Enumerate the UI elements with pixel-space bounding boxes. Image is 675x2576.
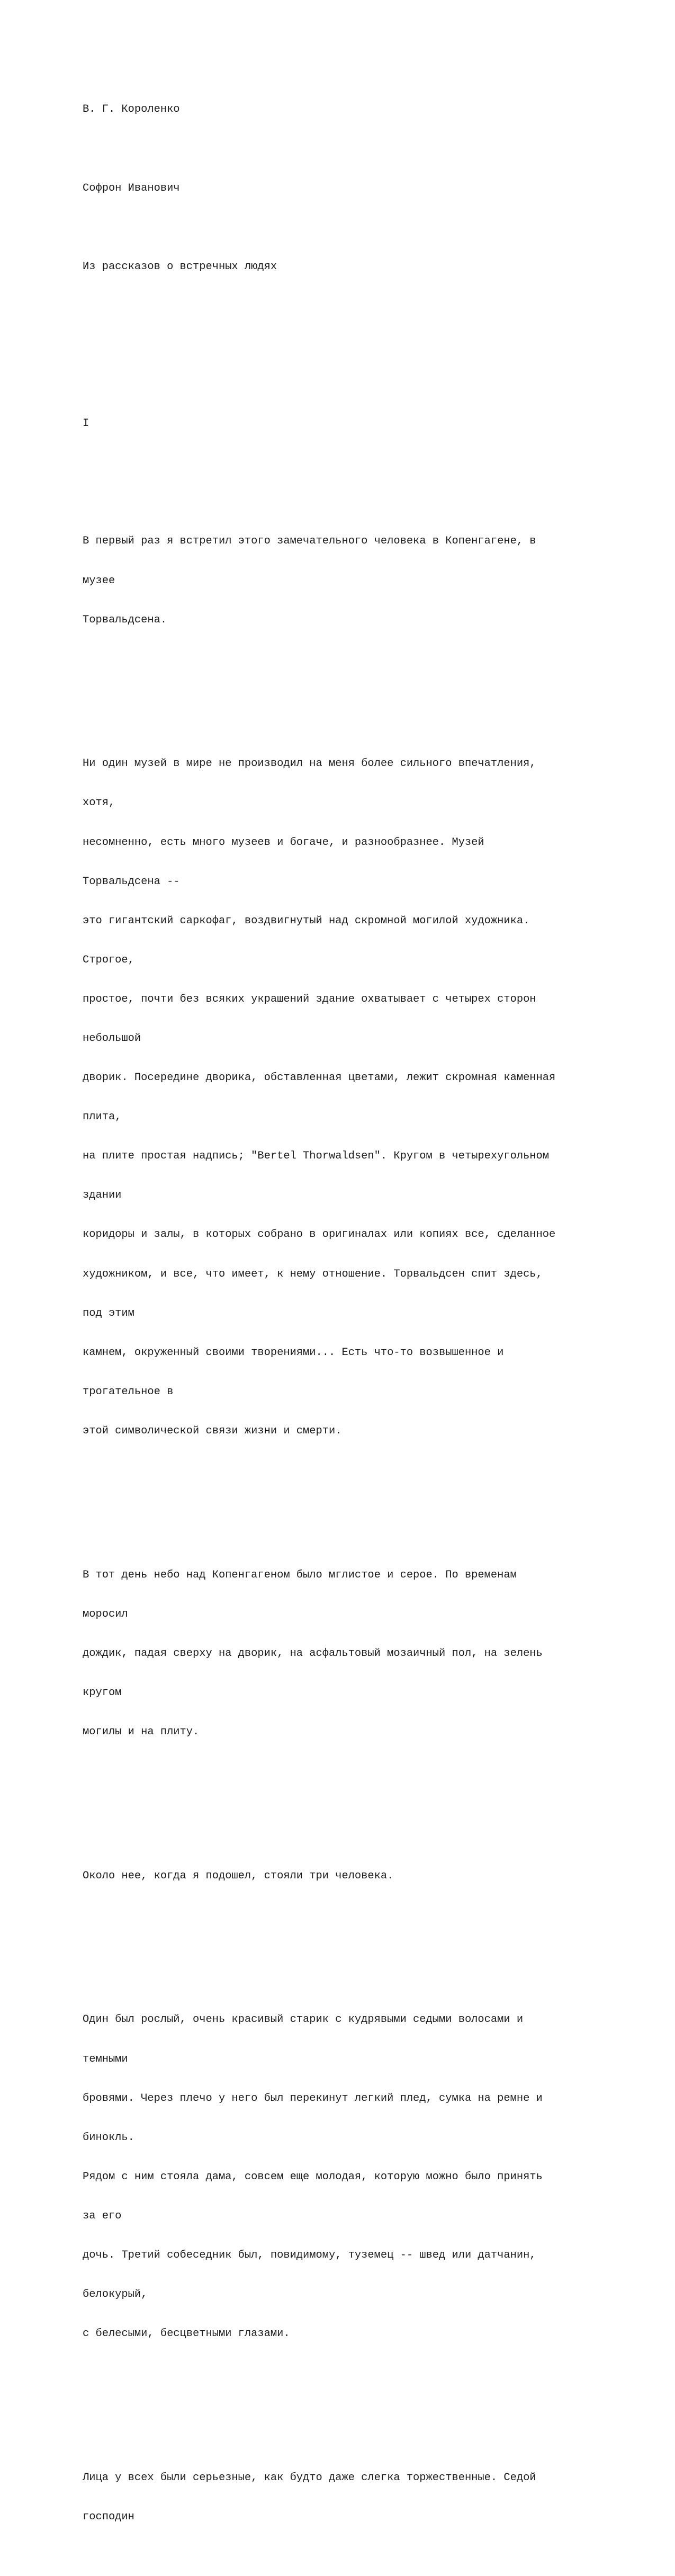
story-title: Софрон Иванович xyxy=(83,182,180,194)
paragraph-line: господин xyxy=(83,2510,134,2523)
blank-line xyxy=(83,1490,665,1503)
paragraph xyxy=(83,1987,665,2367)
paragraph xyxy=(83,2445,665,2550)
author-line: В. Г. Короленко xyxy=(83,103,180,116)
paragraph-line: это гигантский саркофаг, воздвигнутый над скромной могилой художника. xyxy=(83,914,530,927)
paragraph-line: бровями. Через плечо у него был перекинут легкий плед, сумка на ремне и xyxy=(83,2092,543,2105)
paragraph-line: Ни один музей в мире не производил на меня более сильного впечатления, xyxy=(83,757,536,770)
paragraph-line: Торвальдсена -- xyxy=(83,875,180,888)
paragraph xyxy=(83,732,665,1464)
paragraph-line: Торвальдсена. xyxy=(83,613,167,626)
paragraph-line: плита, xyxy=(83,1111,122,1124)
story-subtitle: Из рассказов о встречных людях xyxy=(83,260,277,273)
blank-line xyxy=(83,300,665,313)
blank-line xyxy=(83,378,665,391)
paragraph-line: Один был рослый, очень красивый старик с кудрявыми седыми волосами и xyxy=(83,2013,524,2026)
blank-line xyxy=(83,221,665,235)
paragraph xyxy=(83,1843,665,1909)
paragraph-line: моросил xyxy=(83,1608,128,1620)
paragraph-line: бинокль. xyxy=(83,2131,134,2144)
paragraph-line: несомненно, есть много музеев и богаче, и разнообразнее. Музей xyxy=(83,836,484,849)
paragraph-line: хотя, xyxy=(83,797,115,809)
paragraph-line: кругом xyxy=(83,1686,122,1699)
paragraph-line: небольшой xyxy=(83,1032,141,1045)
chapter-heading: I xyxy=(83,417,89,430)
paragraph-line: художником, и все, что имеет, к нему отношение. Торвальдсен спит здесь, xyxy=(83,1268,543,1280)
blank-line xyxy=(83,679,665,692)
paragraph-line: В первый раз я встретил этого замечательного человека в Копенгагене, в xyxy=(83,535,536,548)
paragraph-line: этой символической связи жизни и смерти. xyxy=(83,1424,342,1437)
paragraph-line: здании xyxy=(83,1189,122,1202)
blank-line xyxy=(83,457,665,470)
paragraph-line: Лица у всех были серьезные, как будто даже слегка торжественные. Седой xyxy=(83,2471,536,2484)
paragraph xyxy=(83,509,665,653)
paragraph-line: коридоры и залы, в которых собрано в оригиналах или копиях все, сделанное xyxy=(83,1228,556,1241)
paragraph-line: трогательное в xyxy=(83,1385,174,1398)
paragraph-line: Строгое, xyxy=(83,953,134,966)
paragraph-line: музее xyxy=(83,574,115,587)
paragraph-line: Около нее, когда я подошел, стояли три человека. xyxy=(83,1869,394,1882)
paragraph-line: могилы и на плиту. xyxy=(83,1726,200,1739)
paragraph-line: В тот день небо над Копенгагеном было мглистое и серое. По временам xyxy=(83,1568,517,1581)
paragraph-line: дочь. Третий собеседник был, повидимому, туземец -- швед или датчанин, xyxy=(83,2249,536,2261)
paragraph-line: с белесыми, бесцветными глазами. xyxy=(83,2328,290,2340)
blank-line xyxy=(83,1791,665,1805)
paragraph-line: за его xyxy=(83,2209,122,2222)
paragraph-line: дождик, падая сверху на дворик, на асфальтовый мозаичный пол, на зелень xyxy=(83,1647,543,1660)
blank-line xyxy=(83,1935,665,1948)
paragraph-line: простое, почти без всяких украшений здание охватывает с четырех сторон xyxy=(83,993,536,1005)
paragraph-line: темными xyxy=(83,2053,128,2065)
blank-line xyxy=(83,2393,665,2406)
paragraph xyxy=(83,1543,665,1765)
blank-line xyxy=(83,339,665,352)
paragraph-line: под этим xyxy=(83,1307,134,1320)
paragraph-line: на плите простая надпись; "Bertel Thorwaldsen". Кругом в четырехугольном xyxy=(83,1150,550,1163)
paragraph-line: камнем, окруженный своими творениями... Есть что-то возвышенное и xyxy=(83,1346,504,1359)
paragraph-line: дворик. Посередине дворика, обставленная цветами, лежит скромная каменная xyxy=(83,1072,556,1084)
document-body xyxy=(83,77,665,2576)
paragraph-line: Рядом с ним стояла дама, совсем еще молодая, которую можно было принять xyxy=(83,2170,543,2183)
blank-line xyxy=(83,143,665,156)
paragraph-line: белокурый, xyxy=(83,2288,148,2301)
